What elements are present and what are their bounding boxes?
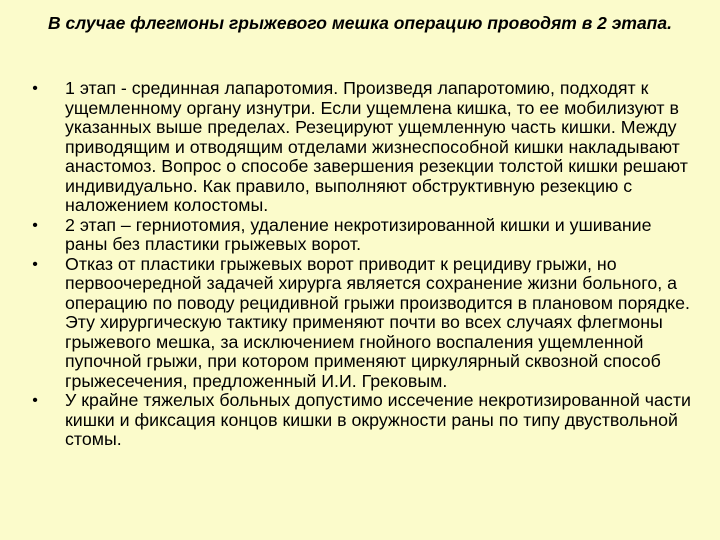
bullet-icon: • [32,392,38,409]
bullet-icon: • [32,255,38,273]
bullet-item-2 [28,216,696,255]
bullet-text: Отказ от пластики грыжевых ворот приводит к рецидиву грыжи, но первоочередной задачей хирурга является сохранение жизни больного, а операцию по поводу рецидивной грыжи производится в плановом порядке. Эту хирургическую тактику применяют почти во всех случаях флегмоны грыжевого мешка, за исключением гнойного воспаления ущемленной пупочной грыжи, при котором применяют циркулярный сквозной способ грыжесечения, предложенный И.И. Грековым. [65,253,690,391]
bullet-item-4 [28,391,696,450]
bullet-icon: • [32,216,38,234]
bullet-item-3 [28,255,696,392]
bullet-text: 1 этап - срединная лапаротомия. Произведя лапаротомию, подходят к ущемленному органу изнутри. Если ущемлена кишка, то ее мобилизуют в указанных выше пределах. Резецируют ущемленную часть кишки. Между приводящим и отводящим отделами жизнеспособной кишки накладывают анастомоз. Вопрос о способе завершения резекции толстой кишки решают индивидуально. Как правило, выполняют обструктивную резекцию с наложением колостомы. [65,78,688,215]
bullet-list [28,79,696,450]
bullet-item-1 [28,79,696,216]
slide-title: В случае флегмоны грыжевого мешка операцию проводят в 2 этапа. [48,13,672,33]
bullet-text: У крайне тяжелых больных допустимо иссечение некротизированной части кишки и фиксация концов кишки в окружности раны по типу двуствольной стомы. [65,390,691,449]
bullet-icon: • [32,80,38,97]
bullet-text: 2 этап – герниотомия, удаление некротизированной кишки и ушивание раны без пластики грыжевых ворот. [65,214,652,254]
